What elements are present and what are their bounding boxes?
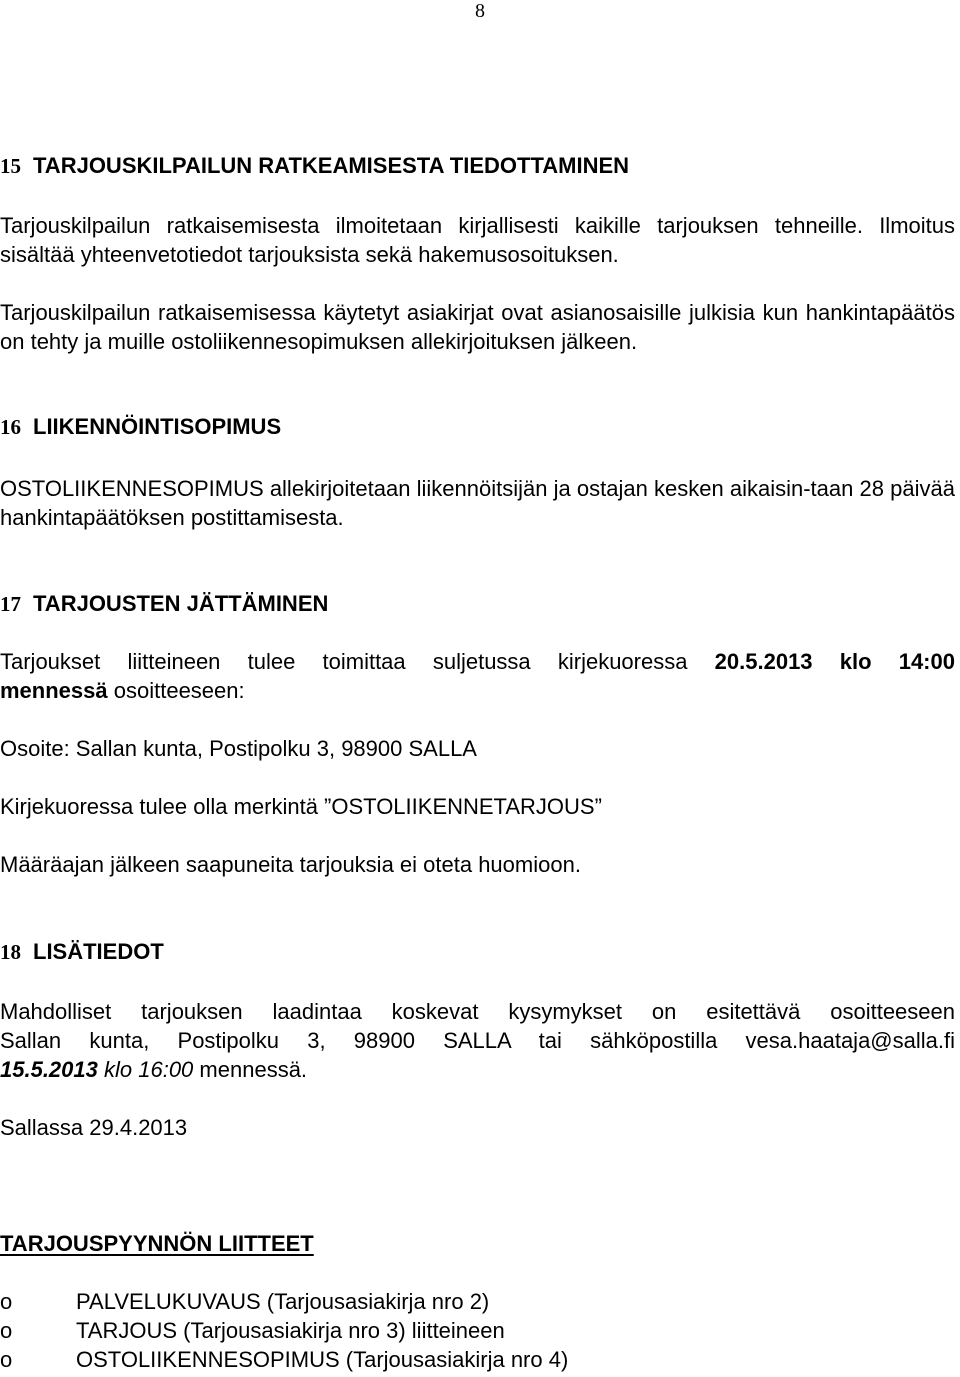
inquiry-deadline-time: klo 16:00 bbox=[104, 1057, 194, 1082]
envelope-marking: Kirjekuoressa tulee olla merkintä ”OSTOLIIKENNETARJOUS” bbox=[0, 794, 602, 819]
bullet-icon: o bbox=[0, 1289, 13, 1314]
submission-deadline-suffix: mennessä bbox=[0, 678, 108, 703]
place-and-date: Sallassa 29.4.2013 bbox=[0, 1115, 188, 1140]
section-16-number: 16 bbox=[0, 415, 21, 439]
bullet-icon: o bbox=[0, 1347, 13, 1372]
bullet-icon: o bbox=[0, 1318, 13, 1343]
section-18-heading bbox=[0, 937, 955, 967]
section-16-heading bbox=[0, 412, 955, 442]
section-18-line-1: Mahdolliset tarjouksen laadintaa koskevat kysymykset on esitettävä osoitteeseen bbox=[0, 999, 955, 1024]
section-15-heading bbox=[0, 151, 955, 181]
submission-address: Osoite: Sallan kunta, Postipolku 3, 98900 SALLA bbox=[0, 736, 477, 761]
attachment-item bbox=[0, 1345, 568, 1374]
section-18-number: 18 bbox=[0, 940, 21, 964]
section-17-number: 17 bbox=[0, 592, 21, 616]
section-15-paragraph-1: Tarjouskilpailun ratkaisemisesta ilmoitetaan kirjallisesti kaikille tarjouksen tehneille. Ilmoitus sisältää yhteenvetotiedot tarjouksista sekä hakemusosoituksen. bbox=[0, 213, 955, 267]
section-16-paragraph: OSTOLIIKENNESOPIMUS allekirjoitetaan liikennöitsijän ja ostajan kesken aikaisin-taan 28 päivää hankintapäätöksen postittamisesta. bbox=[0, 476, 955, 530]
section-18-line-2: Sallan kunta, Postipolku 3, 98900 SALLA tai sähköpostilla vesa.haataja@salla.fi bbox=[0, 1028, 955, 1053]
section-17-title: TARJOUSTEN JÄTTÄMINEN bbox=[33, 591, 329, 616]
attachments-list bbox=[0, 1287, 568, 1374]
attachment-label: OSTOLIIKENNESOPIMUS (Tarjousasiakirja nro 4) bbox=[76, 1347, 569, 1372]
attachment-label: PALVELUKUVAUS (Tarjousasiakirja nro 2) bbox=[76, 1289, 490, 1314]
section-18-line-3 bbox=[0, 1055, 955, 1084]
section-17-paragraph-line-2 bbox=[0, 676, 955, 705]
section-17-paragraph-line-1 bbox=[0, 647, 955, 676]
submission-deadline: 20.5.2013 klo 14:00 bbox=[714, 649, 955, 674]
section-15-number: 15 bbox=[0, 154, 21, 178]
inquiry-deadline-suffix: mennessä. bbox=[199, 1057, 308, 1082]
attachment-label: TARJOUS (Tarjousasiakirja nro 3) liitteineen bbox=[76, 1318, 505, 1343]
page-number: 8 bbox=[475, 0, 485, 22]
late-submission-note: Määräajan jälkeen saapuneita tarjouksia ei oteta huomioon. bbox=[0, 852, 581, 877]
submission-text: Tarjoukset liitteineen tulee toimittaa suljetussa kirjekuoressa bbox=[0, 649, 688, 674]
section-15-title: TARJOUSKILPAILUN RATKEAMISESTA TIEDOTTAMINEN bbox=[33, 153, 630, 178]
attachment-item bbox=[0, 1316, 568, 1345]
inquiry-deadline-date: 15.5.2013 bbox=[0, 1057, 98, 1082]
submission-address-intro: osoitteeseen: bbox=[113, 678, 245, 703]
section-17-heading bbox=[0, 589, 955, 619]
section-18-title: LISÄTIEDOT bbox=[33, 939, 164, 964]
section-15-paragraph-2: Tarjouskilpailun ratkaisemisessa käytetyt asiakirjat ovat asianosaisille julkisia kun hankintapäätös on tehty ja muille ostoliikennesopimuksen allekirjoituksen jälkeen. bbox=[0, 300, 955, 354]
attachments-title: TARJOUSPYYNNÖN LIITTEET bbox=[0, 1231, 314, 1256]
section-16-title: LIIKENNÖINTISOPIMUS bbox=[33, 414, 282, 439]
attachment-item bbox=[0, 1287, 568, 1316]
